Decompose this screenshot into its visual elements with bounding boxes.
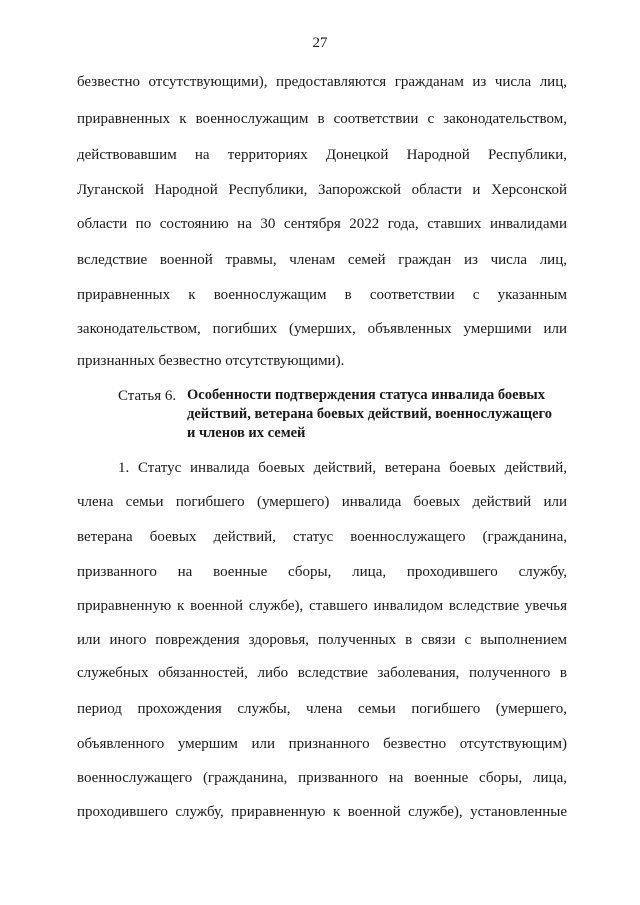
article-title <box>187 386 577 443</box>
paragraph-line: Луганской Народной Республики, Запорожской области и Херсонской <box>77 182 567 198</box>
paragraph-line: приравненную к военной службе), ставшего инвалидом вследствие увечья <box>77 598 567 614</box>
paragraph-line: члена семьи погибшего (умершего) инвалида боевых действий или <box>77 494 567 510</box>
paragraph-line: объявленного умершим или признанного безвестно отсутствующим) <box>77 736 567 752</box>
paragraph-line: признанных безвестно отсутствующими). <box>77 353 345 369</box>
paragraph-line: области по состоянию на 30 сентября 2022 года, ставших инвалидами <box>77 216 567 232</box>
paragraph-line: или иного повреждения здоровья, полученных в связи с выполнением <box>77 632 567 648</box>
article-title-line: и членов их семей <box>187 425 306 441</box>
paragraph-line: ветерана боевых действий, статус военнослужащего (гражданина, <box>77 529 567 545</box>
paragraph-line: период прохождения службы, члена семьи погибшего (умершего, <box>77 701 567 717</box>
paragraph-line: служебных обязанностей, либо вследствие заболевания, полученного в <box>77 665 567 681</box>
paragraph-line: приравненных к военнослужащим в соответствии с указанным <box>77 287 567 303</box>
article-title-line: Особенности подтверждения статуса инвалида боевых <box>187 387 545 403</box>
paragraph-line: действовавшим на территориях Донецкой Народной Республики, <box>77 147 567 163</box>
page-number: 27 <box>312 35 328 51</box>
paragraph-line: военнослужащего (гражданина, призванного на военные сборы, лица, <box>77 770 567 786</box>
paragraph-line: призванного на военные сборы, лица, проходившего службу, <box>77 564 567 580</box>
article-label: Статья 6. <box>118 388 177 404</box>
paragraph-line: законодательством, погибших (умерших, объявленных умершими или <box>77 321 567 337</box>
paragraph-line: безвестно отсутствующими), предоставляются гражданам из числа лиц, <box>77 74 567 90</box>
article-title-line: действий, ветерана боевых действий, военнослужащего <box>187 406 553 422</box>
paragraph-line: проходившего службу, приравненную к военной службе), установленные <box>77 804 567 820</box>
paragraph-line: 1. Статус инвалида боевых действий, ветерана боевых действий, <box>118 460 567 476</box>
paragraph-line: вследствие военной травмы, членам семей граждан из числа лиц, <box>77 252 567 268</box>
paragraph-line: приравненных к военнослужащим в соответствии с законодательством, <box>77 111 567 127</box>
